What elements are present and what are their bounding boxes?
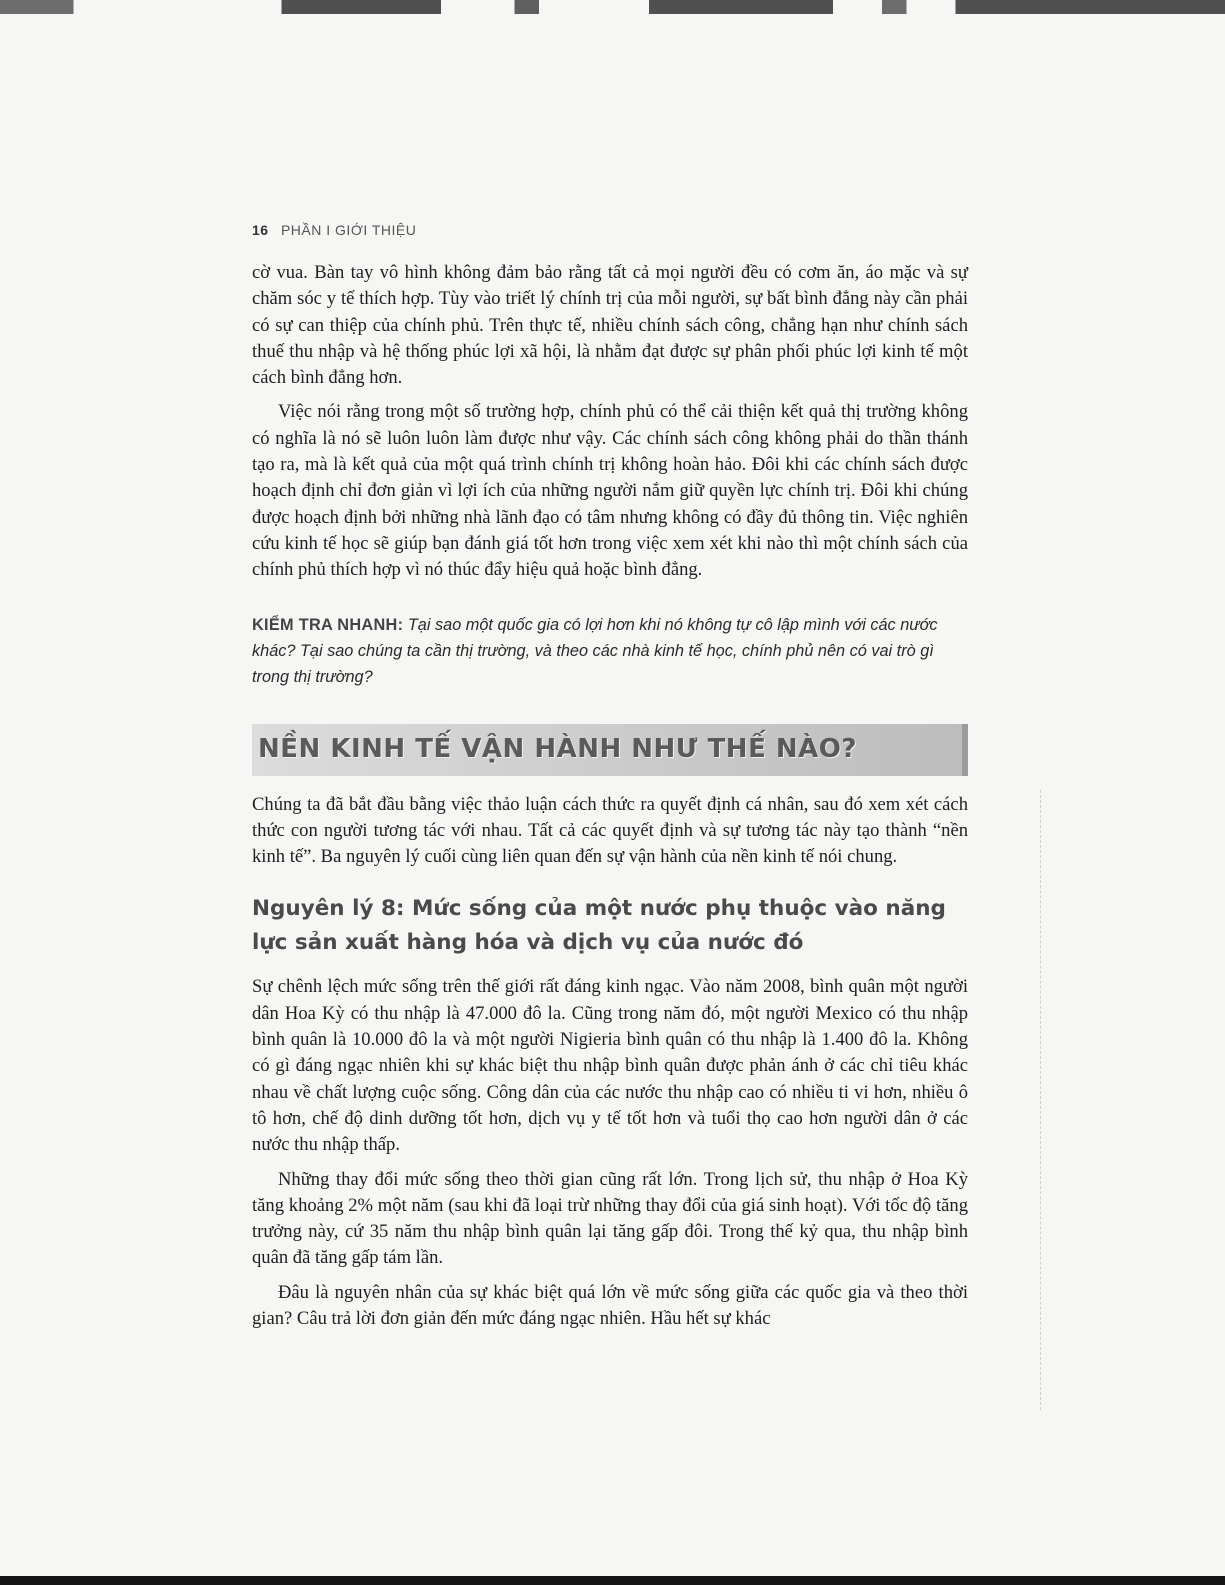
quick-check-label: KIỂM TRA NHANH: bbox=[252, 615, 404, 634]
paragraph-public-policy: Việc nói rằng trong một số trường hợp, chính phủ có thể cải thiện kết quả thị trường không có nghĩa là nó sẽ luôn luôn làm được như vậy. Các chính sách công không phải do thần thánh tạo ra, mà là kết quả của một quá trình chính trị không hoàn hảo. Đôi khi các chính sách được hoạch định chỉ đơn giản vì lợi ích của những người nắm giữ quyền lực chính trị. Đôi khi chúng được hoạch định bởi những nhà lãnh đạo có tâm nhưng không có đầy đủ thông tin. Việc nghiên cứu kinh tế học sẽ giúp bạn đánh giá tốt hơn trong việc xem xét khi nào thì một chính sách của chính phủ thích hợp vì nó thúc đẩy hiệu quả hoặc bình đẳng. bbox=[252, 401, 968, 581]
scan-edge-bottom bbox=[0, 1576, 1225, 1585]
section-title: NỀN KINH TẾ VẬN HÀNH NHƯ THẾ NÀO? bbox=[258, 733, 857, 764]
quick-check-box bbox=[252, 612, 968, 690]
principle-heading: Nguyên lý 8: Mức sống của một nước phụ thuộc vào năng lực sản xuất hàng hóa và dịch vụ của nước đó bbox=[252, 896, 946, 956]
page-number: 16 bbox=[252, 222, 269, 238]
book-page bbox=[252, 222, 968, 1332]
scan-artifact-marks bbox=[1040, 790, 1043, 1410]
section-intro-paragraph: Chúng ta đã bắt đầu bằng việc thảo luận cách thức ra quyết định cá nhân, sau đó xem xét cách thức con người tương tác với nhau. Tất cả các quyết định và sự tương tác này tạo thành “nền kinh tế”. Ba nguyên lý cuối cùng liên quan đến sự vận hành của nền kinh tế nói chung. bbox=[252, 793, 968, 868]
scan-edge-top bbox=[0, 0, 1225, 14]
paragraph-living-standards: Sự chênh lệch mức sống trên thế giới rất đáng kinh ngạc. Vào năm 2008, bình quân một người dân Hoa Kỳ có thu nhập là 47.000 đô la. Cũng trong năm đó, một người Mexico có thu nhập bình quân là 10.000 đô la và một người Nigieria bình quân có thu nhập là 1.400 đô la. Không có gì đáng ngạc nhiên khi sự khác biệt thu nhập bình quân được phản ánh ở các chỉ tiêu khác nhau về chất lượng cuộc sống. Công dân của các nước thu nhập cao có nhiều ti vi hơn, nhiều ô tô hơn, chế độ dinh dưỡng tốt hơn, dịch vụ y tế tốt hơn và tuổi thọ cao hơn người dân ở các nước thu nhập thấp. bbox=[252, 976, 968, 1156]
running-head bbox=[252, 222, 968, 238]
paragraph-question: Đâu là nguyên nhân của sự khác biệt quá lớn về mức sống giữa các quốc gia và theo thời gian? Câu trả lời đơn giản đến mức đáng ngạc nhiên. Hầu hết sự khác bbox=[252, 1281, 968, 1330]
paragraph-continuation: cờ vua. Bàn tay vô hình không đảm bảo rằng tất cả mọi người đều có cơm ăn, áo mặc và sự chăm sóc y tế thích hợp. Tùy vào triết lý chính trị của mỗi người, sự bất bình đẳng này cần phải có sự can thiệp của chính phủ. Trên thực tế, nhiều chính sách công, chẳng hạn như chính sách thuế thu nhập và hệ thống phúc lợi xã hội, là nhằm đạt được sự phân phối phúc lợi kinh tế một cách bình đẳng hơn. bbox=[252, 262, 968, 389]
paragraph-growth-over-time: Những thay đổi mức sống theo thời gian cũng rất lớn. Trong lịch sử, thu nhập ở Hoa Kỳ tăng khoảng 2% một năm (sau khi đã loại trừ những thay đổi của giá sinh hoạt). Với tốc độ tăng trưởng này, cứ 35 năm thu nhập bình quân lại tăng gấp đôi. Trong thế kỷ qua, thu nhập bình quân đã tăng gấp tám lần. bbox=[252, 1168, 968, 1269]
quick-check-text: Tại sao một quốc gia có lợi hơn khi nó không tự cô lập mình với các nước khác? Tại sao chúng ta cần thị trường, và theo các nhà kinh tế học, chính phủ nên có vai trò gì trong thị trường? bbox=[252, 615, 938, 686]
running-head-section: PHẦN I GIỚI THIỆU bbox=[280, 222, 417, 238]
section-heading-band bbox=[252, 724, 968, 776]
